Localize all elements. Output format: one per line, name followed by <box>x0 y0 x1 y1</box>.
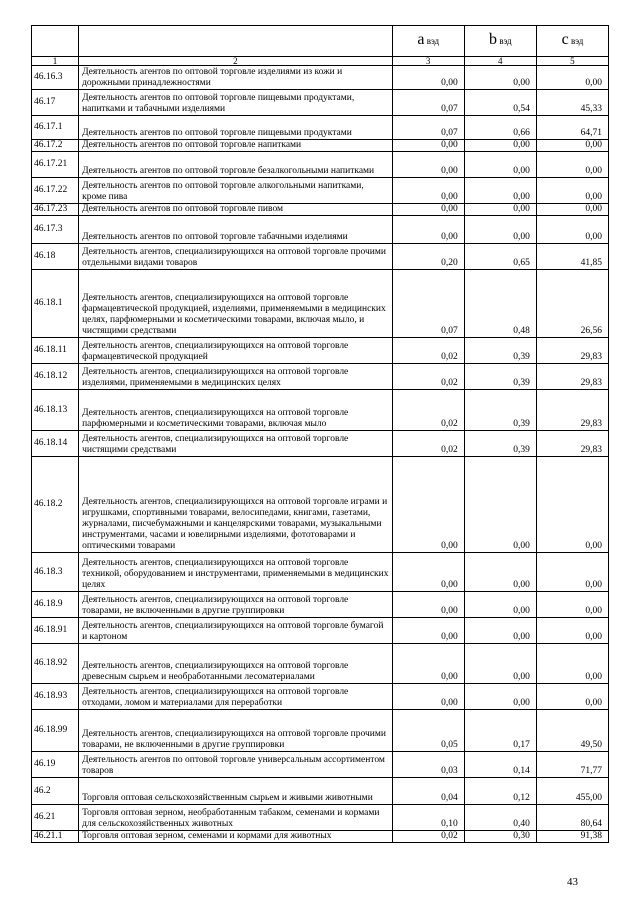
row-value-c: 0,00 <box>536 457 608 553</box>
row-description: Деятельность агентов, специализирующихся на оптовой торговле чистящими средствами <box>79 431 393 457</box>
row-code: 46.18.1 <box>32 270 79 338</box>
row-description: Деятельность агентов по оптовой торговле безалкогольными напитками <box>79 152 393 178</box>
row-value-a: 0,00 <box>392 216 464 244</box>
row-value-b: 0,48 <box>464 270 536 338</box>
table-row <box>32 592 609 618</box>
row-value-c: 29,83 <box>536 364 608 390</box>
row-description: Деятельность агентов по оптовой торговле пищевыми продуктами, напитками и табачными изделиями <box>79 90 393 116</box>
row-value-c: 0,00 <box>536 592 608 618</box>
row-value-c: 45,33 <box>536 90 608 116</box>
row-value-b: 0,39 <box>464 431 536 457</box>
header-b-letter: b <box>488 31 497 48</box>
row-value-b: 0,66 <box>464 116 536 140</box>
table-row <box>32 710 609 752</box>
row-value-a: 0,00 <box>392 592 464 618</box>
row-code: 46.18 <box>32 244 79 270</box>
row-value-c: 0,00 <box>536 618 608 644</box>
table-row <box>32 338 609 364</box>
row-description: Деятельность агентов, специализирующихся на оптовой торговле прочими товарами, не включенными в другие группировки <box>79 710 393 752</box>
row-code: 46.17.22 <box>32 178 79 204</box>
row-value-b: 0,40 <box>464 805 536 831</box>
row-code: 46.18.9 <box>32 592 79 618</box>
row-code: 46.18.11 <box>32 338 79 364</box>
row-description: Деятельность агентов, специализирующихся на оптовой торговле фармацевтической продукцией, изделиями, применяемыми в медицинских целях, парфюмерными и косметическими товарами, включая мыло, и чистящими средствами <box>79 270 393 338</box>
row-code: 46.17.21 <box>32 152 79 178</box>
row-value-c: 91,38 <box>536 831 608 843</box>
table-row <box>32 457 609 553</box>
table-row <box>32 140 609 152</box>
row-description: Деятельность агентов, специализирующихся на оптовой торговле играми и игрушками, спортивными товарами, велосипедами, книгами, газетами, журналами, писчебумажными и канцелярскими товарами, музыкальными инструментами, часами и ювелирными изделиями, фототоварами и оптическими товарами <box>79 457 393 553</box>
table-row <box>32 178 609 204</box>
row-value-b: 0,39 <box>464 390 536 431</box>
row-value-a: 0,00 <box>392 140 464 152</box>
row-value-a: 0,00 <box>392 618 464 644</box>
row-value-b: 0,00 <box>464 644 536 684</box>
row-value-a: 0,05 <box>392 710 464 752</box>
row-value-b: 0,14 <box>464 752 536 778</box>
row-description: Деятельность агентов, специализирующихся на оптовой торговле изделиями, применяемыми в медицинских целях <box>79 364 393 390</box>
row-value-a: 0,07 <box>392 90 464 116</box>
row-code: 46.17.2 <box>32 140 79 152</box>
row-value-c: 29,83 <box>536 390 608 431</box>
column-index: 1 <box>32 57 79 66</box>
column-index: 3 <box>392 57 464 66</box>
header-cell-a <box>392 26 464 57</box>
row-value-b: 0,00 <box>464 140 536 152</box>
row-description: Деятельность агентов по оптовой торговле универсальным ассортиментом товаров <box>79 752 393 778</box>
row-value-b: 0,12 <box>464 778 536 805</box>
row-value-b: 0,00 <box>464 152 536 178</box>
row-value-b: 0,00 <box>464 457 536 553</box>
row-code: 46.18.3 <box>32 553 79 592</box>
header-c-letter: c <box>561 31 569 48</box>
row-value-c: 26,56 <box>536 270 608 338</box>
row-description: Деятельность агентов по оптовой торговле напитками <box>79 140 393 152</box>
row-value-a: 0,00 <box>392 204 464 216</box>
row-code: 46.18.12 <box>32 364 79 390</box>
row-value-b: 0,30 <box>464 831 536 843</box>
row-code: 46.21.1 <box>32 831 79 843</box>
row-value-c: 0,00 <box>536 553 608 592</box>
header-cell-code <box>32 26 79 57</box>
table-row <box>32 270 609 338</box>
row-value-a: 0,00 <box>392 644 464 684</box>
table-row <box>32 390 609 431</box>
row-description: Торговля оптовая зерном, семенами и кормами для животных <box>79 831 393 843</box>
row-description: Деятельность агентов по оптовой торговле пищевыми продуктами <box>79 116 393 140</box>
row-code: 46.17.3 <box>32 216 79 244</box>
row-value-b: 0,00 <box>464 216 536 244</box>
table-row <box>32 778 609 805</box>
row-value-c: 0,00 <box>536 216 608 244</box>
table-row <box>32 216 609 244</box>
row-value-a: 0,00 <box>392 152 464 178</box>
row-value-a: 0,00 <box>392 457 464 553</box>
row-value-a: 0,02 <box>392 831 464 843</box>
row-value-c: 0,00 <box>536 152 608 178</box>
row-code: 46.18.2 <box>32 457 79 553</box>
row-description: Деятельность агентов, специализирующихся на оптовой торговле техникой, оборудованием и инструментами, применяемыми в медицинских целях <box>79 553 393 592</box>
row-code: 46.17.23 <box>32 204 79 216</box>
table-row <box>32 831 609 843</box>
header-row <box>32 26 609 57</box>
row-value-b: 0,00 <box>464 684 536 710</box>
row-value-c: 64,71 <box>536 116 608 140</box>
header-cell-c <box>536 26 608 57</box>
row-value-a: 0,00 <box>392 178 464 204</box>
row-value-b: 0,00 <box>464 592 536 618</box>
row-value-b: 0,00 <box>464 553 536 592</box>
row-value-b: 0,00 <box>464 66 536 90</box>
table-row <box>32 684 609 710</box>
header-c-sub: вэд <box>571 36 584 46</box>
column-index-row <box>32 57 609 66</box>
row-value-b: 0,39 <box>464 364 536 390</box>
row-description: Деятельность агентов, специализирующихся на оптовой торговле отходами, ломом и материалами для переработки <box>79 684 393 710</box>
row-value-c: 0,00 <box>536 178 608 204</box>
row-value-a: 0,02 <box>392 431 464 457</box>
row-value-a: 0,02 <box>392 390 464 431</box>
header-cell-b <box>464 26 536 57</box>
row-value-c: 0,00 <box>536 66 608 90</box>
header-b-sub: вэд <box>499 36 512 46</box>
row-value-a: 0,00 <box>392 66 464 90</box>
row-description: Деятельность агентов по оптовой торговле алкогольными напитками, кроме пива <box>79 178 393 204</box>
header-cell-desc <box>79 26 393 57</box>
table-row <box>32 431 609 457</box>
row-value-c: 29,83 <box>536 431 608 457</box>
row-code: 46.17 <box>32 90 79 116</box>
row-description: Торговля оптовая сельскохозяйственным сырьем и живыми животными <box>79 778 393 805</box>
row-value-b: 0,54 <box>464 90 536 116</box>
row-description: Деятельность агентов, специализирующихся на оптовой торговле древесным сырьем и необработанными лесоматериалами <box>79 644 393 684</box>
table-row <box>32 116 609 140</box>
row-value-c: 71,77 <box>536 752 608 778</box>
table-row <box>32 90 609 116</box>
column-index: 2 <box>79 57 393 66</box>
row-description: Торговля оптовая зерном, необработанным табаком, семенами и кормами для сельскохозяйственных животных <box>79 805 393 831</box>
row-description: Деятельность агентов, специализирующихся на оптовой торговле фармацевтической продукцией <box>79 338 393 364</box>
table-row <box>32 618 609 644</box>
row-description: Деятельность агентов, специализирующихся на оптовой торговле парфюмерными и косметическими товарами, включая мыло <box>79 390 393 431</box>
table-row <box>32 644 609 684</box>
row-value-c: 455,00 <box>536 778 608 805</box>
row-description: Деятельность агентов, специализирующихся на оптовой торговле бумагой и картоном <box>79 618 393 644</box>
row-description: Деятельность агентов по оптовой торговле изделиями из кожи и дорожными принадлежностями <box>79 66 393 90</box>
table-row <box>32 152 609 178</box>
row-value-a: 0,20 <box>392 244 464 270</box>
table-row <box>32 364 609 390</box>
row-value-b: 0,00 <box>464 204 536 216</box>
row-code: 46.18.93 <box>32 684 79 710</box>
row-value-c: 0,00 <box>536 140 608 152</box>
row-value-c: 49,50 <box>536 710 608 752</box>
row-value-b: 0,65 <box>464 244 536 270</box>
row-description: Деятельность агентов по оптовой торговле табачными изделиями <box>79 216 393 244</box>
row-code: 46.18.99 <box>32 710 79 752</box>
row-code: 46.19 <box>32 752 79 778</box>
row-value-b: 0,00 <box>464 178 536 204</box>
row-description: Деятельность агентов по оптовой торговле пивом <box>79 204 393 216</box>
header-a-sub: вэд <box>426 36 440 46</box>
row-value-c: 80,64 <box>536 805 608 831</box>
row-code: 46.16.3 <box>32 66 79 90</box>
table-row <box>32 752 609 778</box>
row-code: 46.21 <box>32 805 79 831</box>
row-value-b: 0,00 <box>464 618 536 644</box>
row-value-b: 0,17 <box>464 710 536 752</box>
row-code: 46.17.1 <box>32 116 79 140</box>
row-value-b: 0,39 <box>464 338 536 364</box>
page-number: 43 <box>567 876 578 888</box>
row-value-a: 0,02 <box>392 364 464 390</box>
row-description: Деятельность агентов, специализирующихся на оптовой торговле прочими отдельными видами товаров <box>79 244 393 270</box>
row-value-a: 0,04 <box>392 778 464 805</box>
row-code: 46.18.92 <box>32 644 79 684</box>
row-value-a: 0,07 <box>392 116 464 140</box>
coefficient-table <box>31 25 609 843</box>
row-code: 46.18.13 <box>32 390 79 431</box>
row-value-a: 0,02 <box>392 338 464 364</box>
table-row <box>32 244 609 270</box>
table-row <box>32 805 609 831</box>
table-row <box>32 553 609 592</box>
row-code: 46.2 <box>32 778 79 805</box>
table-row <box>32 66 609 90</box>
row-value-a: 0,00 <box>392 684 464 710</box>
row-value-c: 0,00 <box>536 204 608 216</box>
row-value-a: 0,07 <box>392 270 464 338</box>
row-value-a: 0,00 <box>392 553 464 592</box>
column-index: 5 <box>536 57 608 66</box>
row-value-c: 41,85 <box>536 244 608 270</box>
header-a-letter: a <box>417 31 425 48</box>
row-value-a: 0,03 <box>392 752 464 778</box>
row-value-c: 29,83 <box>536 338 608 364</box>
table-row <box>32 204 609 216</box>
row-value-a: 0,10 <box>392 805 464 831</box>
row-code: 46.18.14 <box>32 431 79 457</box>
row-description: Деятельность агентов, специализирующихся на оптовой торговле товарами, не включенными в другие группировки <box>79 592 393 618</box>
row-code: 46.18.91 <box>32 618 79 644</box>
row-value-c: 0,00 <box>536 644 608 684</box>
column-index: 4 <box>464 57 536 66</box>
row-value-c: 0,00 <box>536 684 608 710</box>
